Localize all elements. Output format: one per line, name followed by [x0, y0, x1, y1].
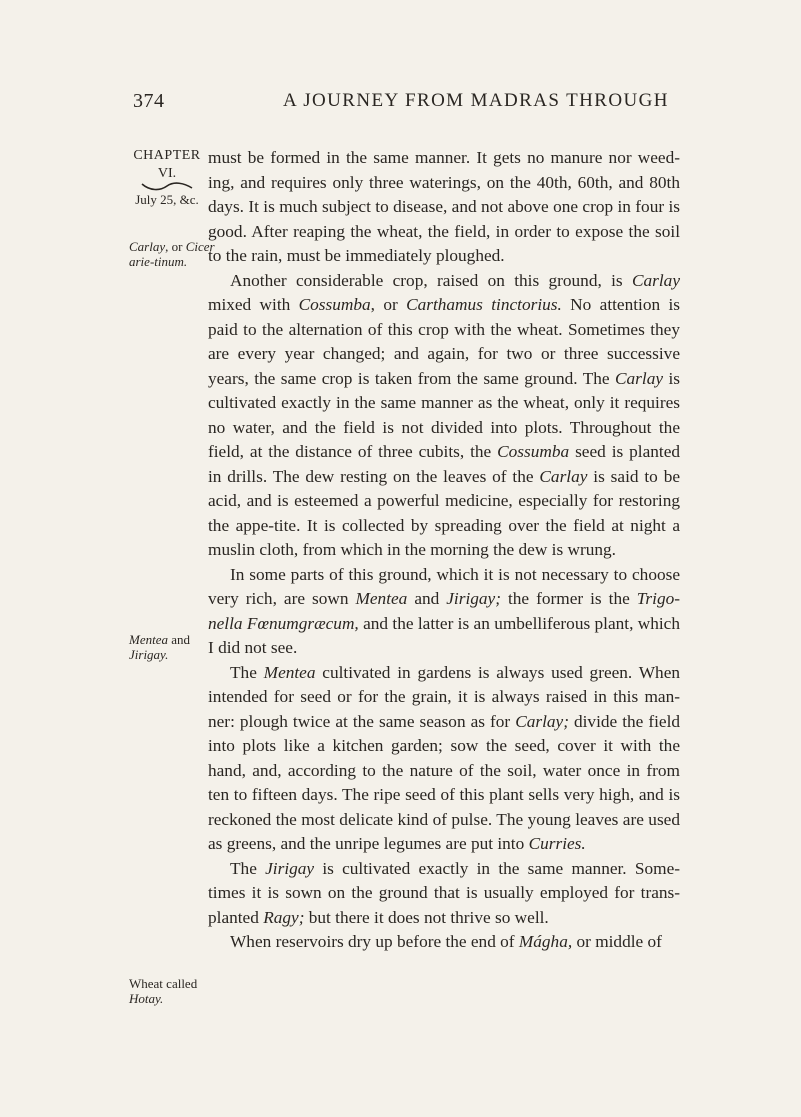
paragraph [208, 563, 680, 661]
text-run: Wheat called [129, 976, 198, 991]
italic-term: Mentea [263, 662, 316, 682]
italic-term: Mágha, [518, 932, 573, 951]
paragraph [208, 146, 680, 269]
text-run: and [407, 589, 447, 608]
italic-term: Trigo-nella Fœnumgræcum, [208, 589, 680, 633]
ornament-swash-icon [140, 182, 194, 191]
italic-term: Carlay [539, 466, 588, 486]
text-run: In some parts of this ground, which it is not necessary to choose very rich, are sown [208, 564, 680, 608]
chapter-label: CHAPTER [133, 148, 201, 163]
margin-note-mentea [129, 632, 217, 662]
italic-term: Cossumba [497, 442, 570, 461]
italic-term: Ragy; [263, 907, 305, 927]
margin-note-wheat [129, 976, 217, 1006]
italic-term: Cicer arie-tinum. [129, 239, 215, 269]
italic-term: Jirigay [265, 858, 315, 878]
italic-term: Carlay; [515, 711, 569, 731]
margin-note-carlay [129, 239, 217, 269]
text-run: is cultivated exactly in the same manner as the wheat, only it requires no water, and the field is not divided into plots. Throughout the field, at the distance of three cubits, the [208, 368, 680, 461]
text-run: seed is planted in drills. The dew resting on the leaves of the [208, 442, 681, 486]
text-run: must be formed in the same manner. It gets no manure nor weed-ing, and requires only three waterings, on the 40th, 60th, and 80th days. It is much subject to disease, and not above one crop in four is good. After reaping the wheat, the field, in order to expose the soil to the rain, must be immediately ploughed. [208, 148, 680, 265]
text-run: but there it does not thrive so well. [304, 907, 549, 927]
italic-term: Carlay [129, 239, 166, 254]
text-run: and [167, 632, 191, 647]
text-run: is cultivated exactly in the same manner. Some-times it is sown on the ground that is usually employed for trans-planted [208, 858, 680, 927]
italic-term: Carlay [631, 270, 680, 290]
text-run: When reservoirs dry up before the end of [230, 932, 519, 951]
text-run: , or [165, 239, 186, 254]
text-run: No attention is paid to the alternation of this crop with the wheat. Sometimes they are every year changed; and again, for two or three successive years, the same crop is taken from the same ground. The [208, 295, 680, 388]
running-head: A JOURNEY FROM MADRAS THROUGH [283, 90, 669, 111]
italic-term: Mentea [355, 589, 408, 608]
italic-term: Jirigay. [129, 647, 169, 662]
text-run: and the latter is an umbelliferous plant, which I did not see. [208, 613, 680, 657]
italic-term: Curries. [528, 834, 586, 853]
paragraph [208, 269, 680, 563]
paragraph [208, 661, 680, 857]
body-text [208, 146, 680, 955]
italic-term: Jirigay; [446, 589, 501, 608]
text-run: mixed with [208, 295, 299, 314]
text-run: divide the field into plots like a kitchen garden; sow the seed, cover it with the hand, and, according to the nature of the soil, water once in from ten to fifteen days. The ripe seed of this plant sells very high, and is reckoned the most delicate kind of pulse. The young leaves are used as greens, and the unripe legumes are put into [208, 711, 681, 853]
text-run: the former is the [500, 589, 637, 608]
italic-term: Carthamus tinctorius. [406, 295, 562, 314]
text-run: The [230, 858, 266, 878]
text-run: cultivated in gardens is always used green. When intended for seed or for the grain, it is always raised in this man-ner: plough twice at the same season as for [208, 662, 680, 731]
paragraph [208, 930, 680, 955]
text-run: is said to be acid, and is esteemed a powerful medicine, especially for restoring the appe-tite. It is collected by spreading over the field at night a muslin cloth, from which in the morning the dew is wrung. [208, 466, 680, 559]
italic-term: Carlay [615, 368, 664, 388]
italic-term: Mentea [129, 632, 168, 647]
text-run: Another considerable crop, raised on this ground, is [230, 270, 632, 290]
italic-term: Cossumba [298, 295, 371, 314]
margin-column [126, 148, 208, 207]
paragraph [208, 857, 680, 931]
margin-date: July 25, &c. [135, 192, 199, 207]
chapter-number: VI. [157, 166, 177, 181]
text-run: or middle of [572, 932, 662, 951]
text-run: , or [370, 295, 407, 314]
text-run: The [230, 662, 264, 682]
page-number: 374 [133, 90, 165, 112]
italic-term: Hotay. [129, 991, 164, 1006]
